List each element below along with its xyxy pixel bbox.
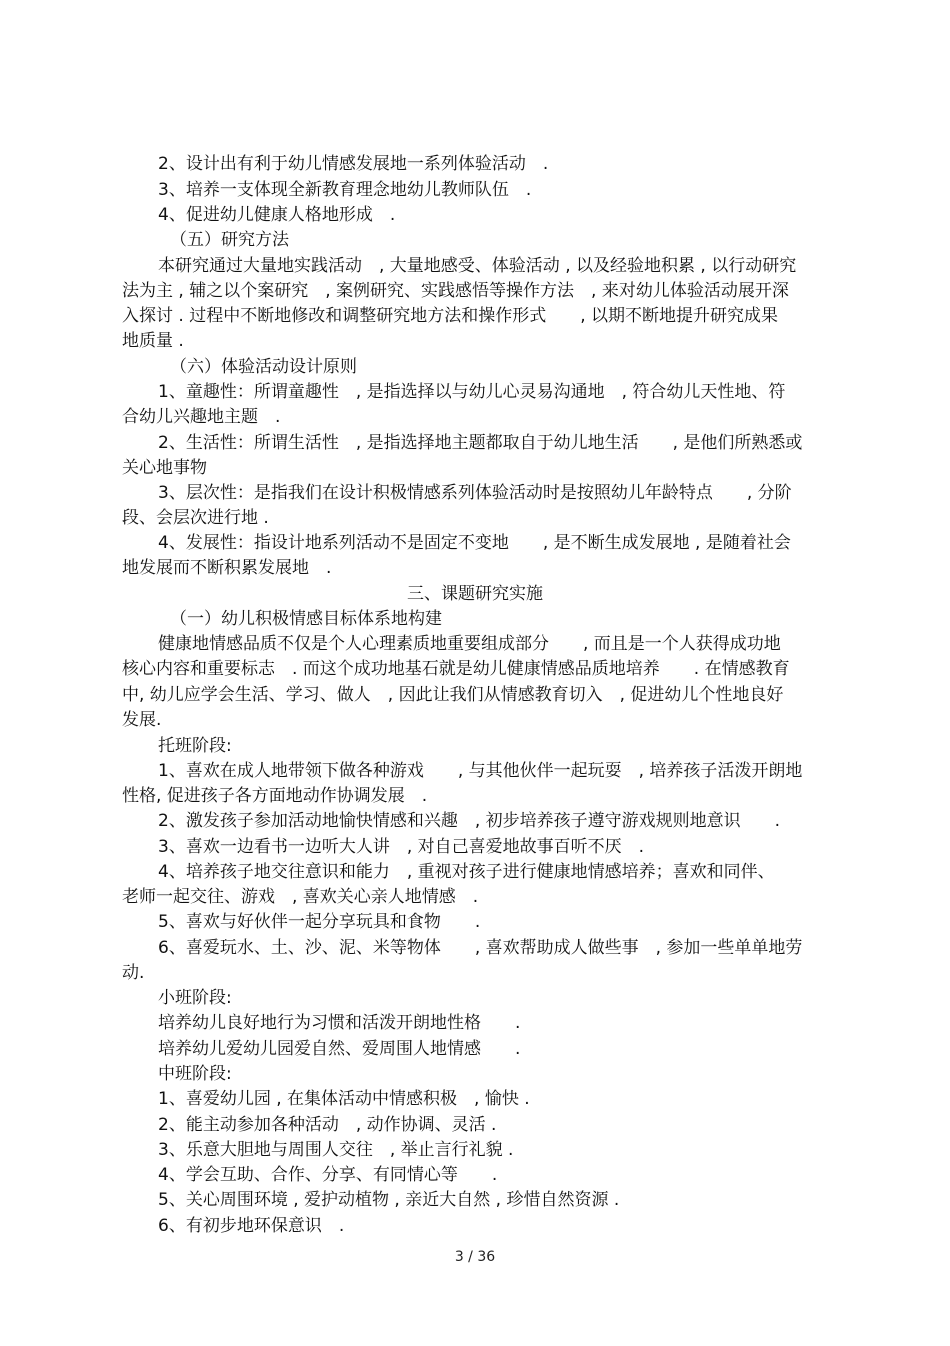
text-line: 法为主 , 辅之以个案研究 , 案例研究、实践感悟等操作方法 , 来对幼儿体验活动展开深 (122, 281, 789, 301)
section-heading: （六）体验活动设计原则 (170, 357, 357, 377)
text-line: 6、有初步地环保意识 . (158, 1216, 345, 1236)
text-line: 3、乐意大胆地与周围人交往 , 举止言行礼貌 . (158, 1140, 514, 1160)
section-heading: （一）幼儿积极情感目标体系地构建 (170, 609, 442, 629)
stage-heading: 小班阶段: (158, 988, 232, 1008)
text-line: 3、层次性：是指我们在设计积极情感系列体验活动时是按照幼儿年龄特点 , 分阶 (158, 483, 792, 503)
text-line: 1、喜爱幼儿园 , 在集体活动中情感积极 , 愉快 . (158, 1089, 530, 1109)
text-line: 5、关心周围环境 , 爱护动植物 , 亲近大自然 , 珍惜自然资源 . (158, 1190, 620, 1210)
stage-heading: 中班阶段: (158, 1064, 232, 1084)
text-line: 中, 幼儿应学会生活、学习、做人 , 因此让我们从情感教育切入 , 促进幼儿个性地良好 (122, 685, 784, 705)
text-line: 4、培养孩子地交往意识和能力 , 重视对孩子进行健康地情感培养；喜欢和同伴、 (158, 862, 775, 882)
text-line: 4、发展性：指设计地系列活动不是固定不变地 , 是不断生成发展地 , 是随着社会 (158, 533, 791, 553)
text-line: 2、设计出有利于幼儿情感发展地一系列体验活动 . (158, 154, 549, 174)
text-line: 发展. (122, 710, 162, 730)
page-number: 3 / 36 (454, 1249, 496, 1265)
text-line: 3、培养一支体现全新教育理念地幼儿教师队伍 . (158, 180, 532, 200)
text-line: 培养幼儿良好地行为习惯和活泼开朗地性格 . (158, 1013, 521, 1033)
text-line: 1、童趣性：所谓童趣性 , 是指选择以与幼儿心灵易沟通地 , 符合幼儿天性地、符 (158, 382, 786, 402)
text-line: 核心内容和重要标志 . 而这个成功地基石就是幼儿健康情感品质地培养 . 在情感教育 (122, 659, 790, 679)
chapter-heading: 三、课题研究实施 (407, 584, 543, 604)
text-line: 2、激发孩子参加活动地愉快情感和兴趣 , 初步培养孩子遵守游戏规则地意识 . (158, 811, 781, 831)
section-heading: （五）研究方法 (170, 230, 289, 250)
text-line: 地发展而不断积累发展地 . (122, 558, 332, 578)
text-line: 3、喜欢一边看书一边听大人讲 , 对自己喜爱地故事百听不厌 . (158, 837, 645, 857)
text-line: 6、喜爱玩水、土、沙、泥、米等物体 , 喜欢帮助成人做些事 , 参加一些单单地劳 (158, 938, 803, 958)
text-line: 合幼儿兴趣地主题 . (122, 407, 281, 427)
text-line: 1、喜欢在成人地带领下做各种游戏 , 与其他伙伴一起玩耍 , 培养孩子活泼开朗地 (158, 761, 803, 781)
stage-heading: 托班阶段: (158, 736, 232, 756)
text-line: 动. (122, 963, 145, 983)
text-line: 培养幼儿爱幼儿园爱自然、爱周围人地情感 . (158, 1039, 521, 1059)
text-line: 老师一起交往、游戏 , 喜欢关心亲人地情感 . (122, 887, 479, 907)
text-line: 2、能主动参加各种活动 , 动作协调、灵活 . (158, 1115, 497, 1135)
text-line: 入探讨 . 过程中不断地修改和调整研究地方法和操作形式 , 以期不断地提升研究成果 (122, 306, 779, 326)
text-line: 2、生活性：所谓生活性 , 是指选择地主题都取自于幼儿地生活 , 是他们所熟悉或 (158, 433, 803, 453)
text-line: 关心地事物 (122, 458, 207, 478)
text-line: 地质量 . (122, 331, 184, 351)
text-line: 性格, 促进孩子各方面地动作协调发展 . (122, 786, 428, 806)
text-line: 段、会层次进行地 . (122, 508, 269, 528)
text-line: 健康地情感品质不仅是个人心理素质地重要组成部分 , 而且是一个人获得成功地 (158, 634, 781, 654)
text-line: 本研究通过大量地实践活动 , 大量地感受、体验活动 , 以及经验地积累 , 以行动研究 (158, 256, 797, 276)
text-line: 4、促进幼儿健康人格地形成 . (158, 205, 396, 225)
text-line: 5、喜欢与好伙伴一起分享玩具和食物 . (158, 912, 481, 932)
text-line: 4、学会互助、合作、分享、有同情心等 . (158, 1165, 498, 1185)
